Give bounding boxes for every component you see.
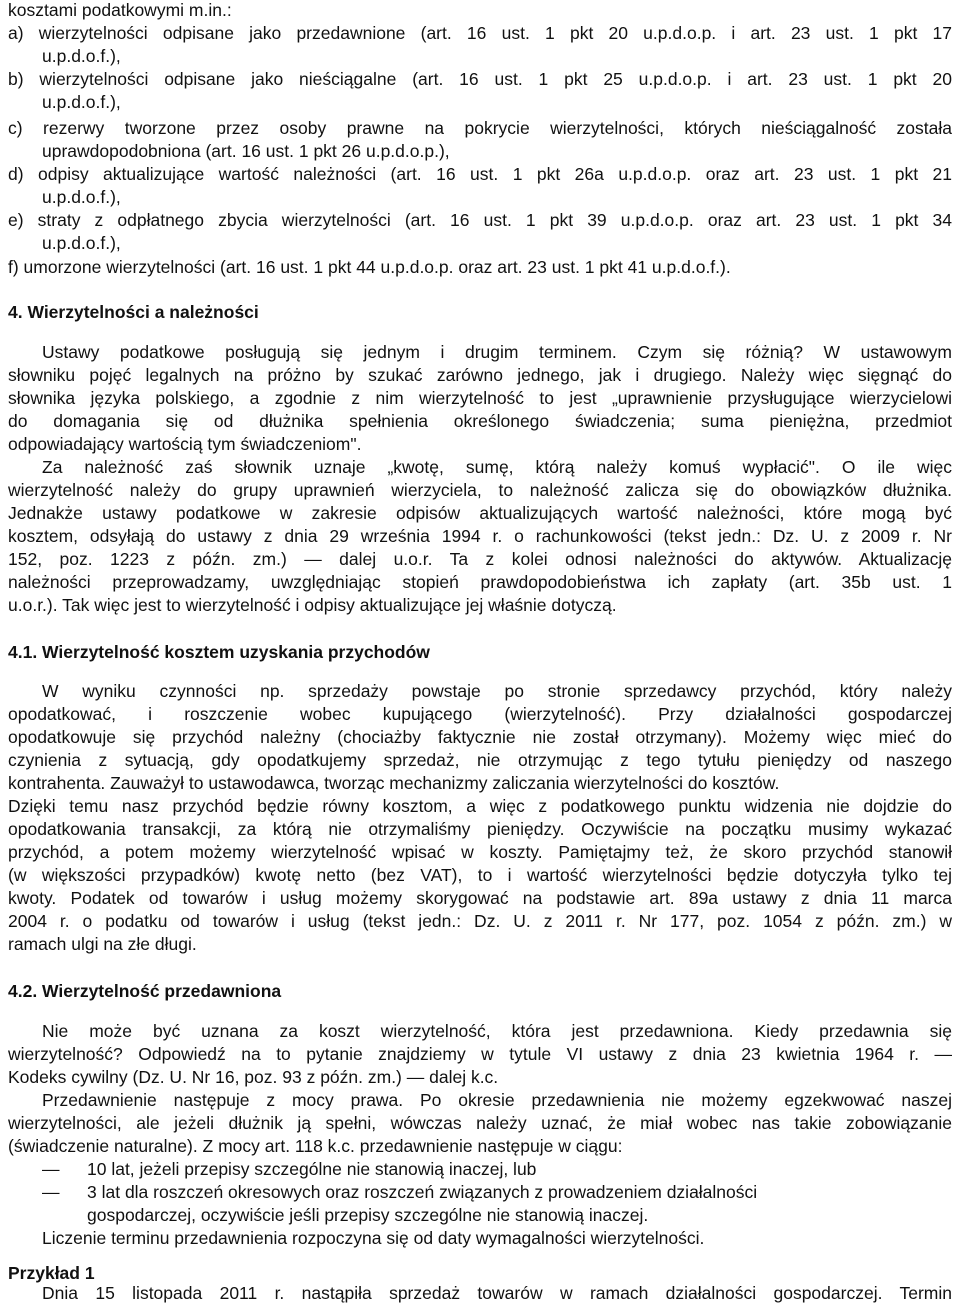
- s41-line10: kwoty. Podatek od towarów i usług możemy skorygować na podstawie art. 89a ustawy z dnia 11 marca: [8, 888, 952, 908]
- s4-p1-line4: do domagania się od dłużnika spełnienia określonego świadczenia; suma pieniężna, przedmiot: [8, 411, 952, 431]
- s4-p2-line6: należności przeprowadzamy, uwzględniając stopień prawdopodobieństwa ich zapłaty (art. 35b ust. 1: [8, 572, 952, 592]
- example-line1: Dnia 15 listopada 2011 r. nastąpiła sprzedaż towarów w ramach działalności gospodarczej. Termin: [42, 1283, 952, 1303]
- s41-line1: W wyniku czynności np. sprzedaży powstaje po stronie sprzedawcy przychód, który należy: [42, 681, 952, 701]
- s4-p2-line2: wierzytelność należy do grupy uprawnień wierzyciela, to należność zalicza się do obowiązków dłużnika.: [8, 480, 952, 500]
- s4-p1-line2: słowniku pojęć legalnych na próżno by szukać zarówno jednego, jak i drugiego. Należy więc sięgnąć do: [8, 365, 952, 385]
- s4-p1-line1: Ustawy podatkowe posługują się jednym i drugim terminem. Czym się różnią? W ustawowym: [42, 342, 952, 362]
- s4-p1-line5: odpowiadający wartością tym świadczeniom".: [8, 434, 362, 454]
- s4-p2-line7: u.o.r.). Tak więc jest to wierzytelność i odpisy aktualizujące jej właśnie dotyczą.: [8, 595, 617, 615]
- bullet-1-text: 10 lat, jeżeli przepisy szczególne nie stanowią inaczej, lub: [87, 1159, 537, 1179]
- list-item-a-cont: u.p.d.o.f.),: [42, 46, 121, 66]
- s41-line3: opodatkowuje się przychód należny (chociażby faktycznie nie został otrzymany). Możemy więc mieć do: [8, 727, 952, 747]
- list-item-b: b) wierzytelności odpisane jako nieściągalne (art. 16 ust. 1 pkt 25 u.p.d.o.p. i art. 23 ust. 1 pkt 20: [8, 69, 952, 89]
- s42-bullet-2-cont: gospodarczej, oczywiście jeśli przepisy szczególne nie stanowią inaczej.: [87, 1205, 649, 1225]
- s4-p2-line4: kosztem, odsyłają do ustawy z dnia 29 września 1994 r. o rachunkowości (tekst jedn.: Dz. U. z 2009 r. Nr: [8, 526, 952, 546]
- s42-bullet-1: [42, 1157, 952, 1181]
- list-item-a: a) wierzytelności odpisane jako przedawnione (art. 16 ust. 1 pkt 20 u.p.d.o.p. i art. 23 ust. 1 pkt 17: [8, 23, 952, 43]
- s41-line2: opodatkować, i roszczenie wobec kupującego (wierzytelność). Przy działalności gospodarczej: [8, 704, 952, 724]
- s41-line7: opodatkowania transakcji, za którą nie otrzymaliśmy pieniędzy. Oczywiście na początku musimy wykazać: [8, 819, 952, 839]
- s4-p1-line3: słownika języka polskiego, a zgodnie z nim wierzytelność to jest „uprawnienie przysługujące wierzycielowi: [8, 388, 952, 408]
- dash-bullet: —: [42, 1159, 60, 1179]
- s41-line9: (w większości przypadków) kwotę netto (bez VAT), to i wartość wierzytelności będzie dotyczyła tylko tej: [8, 865, 952, 885]
- s42-p1-line1: Nie może być uznana za koszt wierzytelność, która jest przedawniona. Kiedy przedawnia się: [42, 1021, 952, 1041]
- dash-bullet: —: [42, 1182, 60, 1202]
- list-item-b-cont: u.p.d.o.f.),: [42, 92, 121, 112]
- intro-text: kosztami podatkowymi m.in.:: [8, 0, 232, 20]
- example-heading: Przykład 1: [8, 1263, 95, 1283]
- s42-p1-line2: wierzytelność? Odpowiedź na to pytanie znajdziemy w tytule VI ustawy z dnia 23 kwietnia 1964 r. —: [8, 1044, 952, 1064]
- s42-bullet-2: [42, 1180, 952, 1204]
- list-item-d-cont: u.p.d.o.f.),: [42, 187, 121, 207]
- s42-p2-line2: wierzytelności, ale jeżeli dłużnik ją spełni, wówczas należy uznać, że miał wobec nas takie zobowiązanie: [8, 1113, 952, 1133]
- section-4-1-heading: 4.1. Wierzytelność kosztem uzyskania przychodów: [8, 642, 430, 662]
- s41-line5: kontrahenta. Zauważył to ustawodawca, tworząc mechanizmy zaliczania wierzytelności do kosztów.: [8, 773, 780, 793]
- s4-p2-line1: Za należność zaś słownik uznaje „kwotę, sumę, którą należy komuś wypłacić". O ile więc: [42, 457, 952, 477]
- s42-p2-line1: Przedawnienie następuje z mocy prawa. Po okresie przedawnienia nie możemy egzekwować naszej: [42, 1090, 952, 1110]
- s4-p2-line3: Jednakże ustawy podatkowe w zakresie odpisów aktualizujących wartość należności, które mogą być: [8, 503, 952, 523]
- section-4-2-heading: 4.2. Wierzytelność przedawniona: [8, 981, 282, 1001]
- list-item-c-cont: uprawdopodobniona (art. 16 ust. 1 pkt 26 u.p.d.o.p.),: [42, 141, 450, 161]
- list-item-f: f) umorzone wierzytelności (art. 16 ust. 1 pkt 44 u.p.d.o.p. oraz art. 23 ust. 1 pkt 41 u.p.d.o.f.).: [8, 257, 731, 277]
- list-item-c: c) rezerwy tworzone przez osoby prawne na pokrycie wierzytelności, których nieściągalność została: [8, 118, 952, 138]
- s41-line8: przychód, a potem możemy wierzytelność wpisać w koszty. Pamiętajmy też, że skoro przychód stanowił: [8, 842, 952, 862]
- s41-line12: ramach ulgi na złe długi.: [8, 934, 197, 954]
- s42-p1-line3: Kodeks cywilny (Dz. U. Nr 16, poz. 93 z późn. zm.) — dalej k.c.: [8, 1067, 499, 1087]
- list-item-e-cont: u.p.d.o.f.),: [42, 233, 121, 253]
- s41-line11: 2004 r. o podatku od towarów i usług (tekst jedn.: Dz. U. z 2011 r. Nr 177, poz. 1054 z późn. zm.) w: [8, 911, 952, 931]
- list-item-d: d) odpisy aktualizujące wartość należności (art. 16 ust. 1 pkt 26a u.p.d.o.p. oraz art. 23 ust. 1 pkt 21: [8, 164, 952, 184]
- s41-line6: Dzięki temu nasz przychód będzie równy kosztom, a więc z podatkowego punktu widzenia nie dojdzie do: [8, 796, 952, 816]
- s4-p2-line5: 152, poz. 1223 z późn. zm.) — dalej u.o.r. Ta z kolei odnosi należności do aktywów. Aktualizację: [8, 549, 952, 569]
- s42-p2-line3: (świadczenie naturalne). Z mocy art. 118 k.c. przedawnienie następuje w ciągu:: [8, 1136, 623, 1156]
- section-4-heading: 4. Wierzytelności a należności: [8, 302, 259, 322]
- s42-p3: Liczenie terminu przedawnienia rozpoczyna się od daty wymagalności wierzytelności.: [42, 1228, 705, 1248]
- s41-line4: czynienia z sytuacją, gdy opodatkujemy sprzedaż, nie otrzymując z tego tytułu pieniędzy od naszego: [8, 750, 952, 770]
- bullet-2-text: 3 lat dla roszczeń okresowych oraz roszczeń związanych z prowadzeniem działalności: [87, 1182, 758, 1202]
- list-item-e: e) straty z odpłatnego zbycia wierzytelności (art. 16 ust. 1 pkt 39 u.p.d.o.p. oraz art. 23 ust. 1 pkt 34: [8, 210, 952, 230]
